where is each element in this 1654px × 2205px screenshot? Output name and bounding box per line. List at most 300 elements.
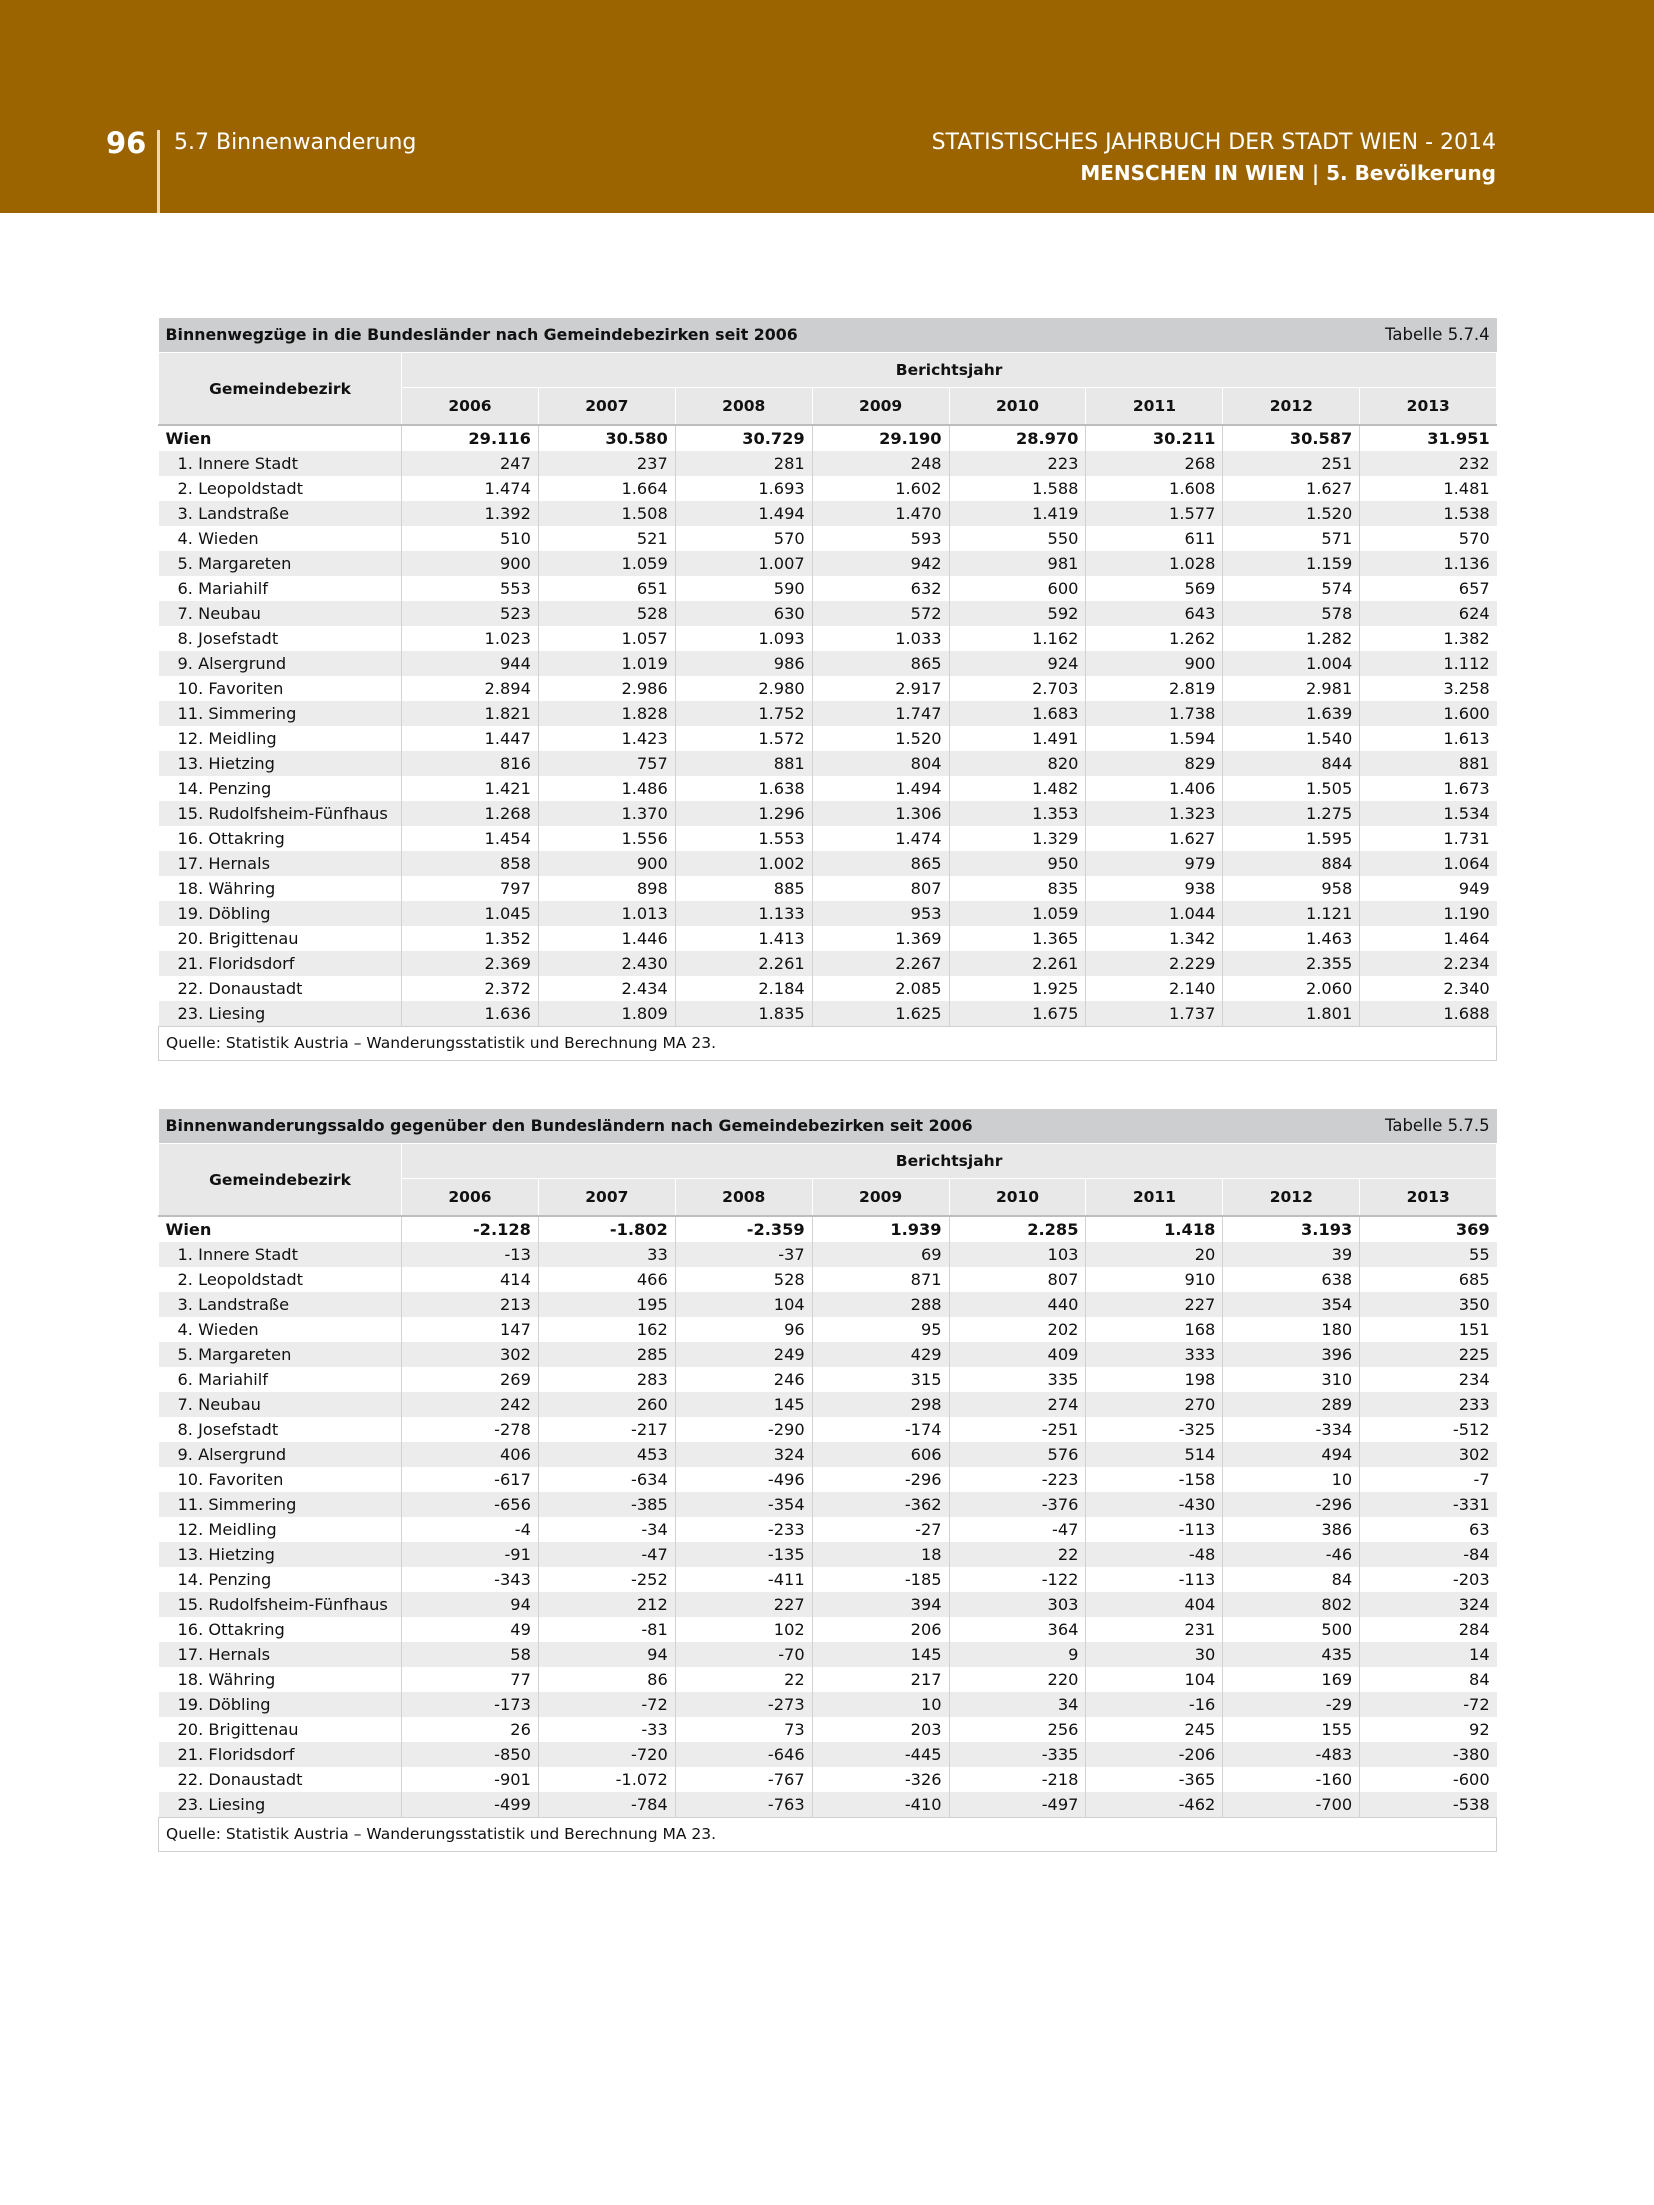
table-cell: -656	[402, 1492, 539, 1517]
column-header-year: 2009	[812, 1179, 949, 1217]
column-header-year: 2013	[1360, 1179, 1497, 1217]
table-cell: 281	[675, 451, 812, 476]
table-cell: -380	[1360, 1742, 1497, 1767]
table-cell: 953	[812, 901, 949, 926]
table-row	[159, 476, 1497, 501]
table-row	[159, 1617, 1497, 1642]
table-cell: -365	[1086, 1767, 1223, 1792]
table-cell: 104	[1086, 1667, 1223, 1692]
row-label: 5. Margareten	[159, 1342, 402, 1367]
table-cell: -784	[538, 1792, 675, 1818]
table-cell: -290	[675, 1417, 812, 1442]
table-cell: 1.093	[675, 626, 812, 651]
table-cell: -47	[949, 1517, 1086, 1542]
row-label: Wien	[159, 1216, 402, 1242]
table-cell: 1.112	[1360, 651, 1497, 676]
table-cell: -700	[1223, 1792, 1360, 1818]
table-cell: -81	[538, 1617, 675, 1642]
table-cell: 169	[1223, 1667, 1360, 1692]
table-cell: 435	[1223, 1642, 1360, 1667]
table-cell: 1.190	[1360, 901, 1497, 926]
column-header-year: 2012	[1223, 1179, 1360, 1217]
table-cell: -91	[402, 1542, 539, 1567]
table-cell: -296	[812, 1467, 949, 1492]
table-cell: 1.594	[1086, 726, 1223, 751]
table-cell: 409	[949, 1342, 1086, 1367]
table-row	[159, 726, 1497, 751]
table-cell: 949	[1360, 876, 1497, 901]
table-cell: 29.116	[402, 425, 539, 451]
table-cell: 898	[538, 876, 675, 901]
table-cell: 1.262	[1086, 626, 1223, 651]
column-header-district: Gemeindebezirk	[159, 353, 402, 426]
table-cell: 49	[402, 1617, 539, 1642]
table-cell: 22	[675, 1667, 812, 1692]
row-label: 19. Döbling	[159, 1692, 402, 1717]
table-cell: 289	[1223, 1392, 1360, 1417]
table-cell: 29.190	[812, 425, 949, 451]
table-cell: 1.738	[1086, 701, 1223, 726]
column-header-year: 2012	[1223, 388, 1360, 426]
table-row	[159, 1592, 1497, 1617]
row-label: 21. Floridsdorf	[159, 1742, 402, 1767]
table-cell: 31.951	[1360, 425, 1497, 451]
source-row	[159, 1818, 1497, 1852]
table-cell: 1.821	[402, 701, 539, 726]
table-cell: 2.340	[1360, 976, 1497, 1001]
table-row	[159, 526, 1497, 551]
table-cell: -252	[538, 1567, 675, 1592]
table-cell: 30.729	[675, 425, 812, 451]
table-cell: 606	[812, 1442, 949, 1467]
table-cell: 550	[949, 526, 1086, 551]
table-cell: 1.683	[949, 701, 1086, 726]
source-note: Quelle: Statistik Austria – Wanderungsstatistik und Berechnung MA 23.	[159, 1027, 1497, 1061]
table-title: Binnenwanderungssaldo gegenüber den Bundesländern nach Gemeindebezirken seit 2006	[159, 1109, 1223, 1144]
table-header-row	[159, 353, 1497, 388]
column-header-year: 2011	[1086, 388, 1223, 426]
table-cell: 1.595	[1223, 826, 1360, 851]
table-row	[159, 1567, 1497, 1592]
table-cell: 232	[1360, 451, 1497, 476]
table-cell: 1.534	[1360, 801, 1497, 826]
table-cell: 881	[1360, 751, 1497, 776]
table-cell: 20	[1086, 1242, 1223, 1267]
table-cell: 638	[1223, 1267, 1360, 1292]
table-cell: 256	[949, 1717, 1086, 1742]
table-cell: -763	[675, 1792, 812, 1818]
table-cell: 950	[949, 851, 1086, 876]
table-cell: 84	[1360, 1667, 1497, 1692]
table-cell: 981	[949, 551, 1086, 576]
table-cell: 576	[949, 1442, 1086, 1467]
table-cell: -27	[812, 1517, 949, 1542]
table-cell: 1.737	[1086, 1001, 1223, 1027]
table-cell: 298	[812, 1392, 949, 1417]
row-label: 7. Neubau	[159, 601, 402, 626]
table-row	[159, 851, 1497, 876]
table-cell: 1.447	[402, 726, 539, 751]
row-label: 4. Wieden	[159, 1317, 402, 1342]
table-cell: -385	[538, 1492, 675, 1517]
table-cell: 2.372	[402, 976, 539, 1001]
table-cell: 807	[949, 1267, 1086, 1292]
row-label: 13. Hietzing	[159, 1542, 402, 1567]
table-cell: 523	[402, 601, 539, 626]
row-label: 1. Innere Stadt	[159, 451, 402, 476]
table-cell: 865	[812, 851, 949, 876]
table-row	[159, 776, 1497, 801]
table-cell: 22	[949, 1542, 1086, 1567]
table-cell: 2.369	[402, 951, 539, 976]
table-cell: 600	[949, 576, 1086, 601]
table-cell: -497	[949, 1792, 1086, 1818]
table-cell: 315	[812, 1367, 949, 1392]
table-cell: 237	[538, 451, 675, 476]
table-cell: 986	[675, 651, 812, 676]
header-divider	[157, 130, 160, 213]
table-cell: 104	[675, 1292, 812, 1317]
table-cell: 593	[812, 526, 949, 551]
table-cell: 58	[402, 1642, 539, 1667]
data-table	[158, 318, 1497, 1061]
row-label: 13. Hietzing	[159, 751, 402, 776]
table-cell: 212	[538, 1592, 675, 1617]
table-cell: 1.809	[538, 1001, 675, 1027]
table-cell: 2.917	[812, 676, 949, 701]
table-cell: -174	[812, 1417, 949, 1442]
table-cell: 979	[1086, 851, 1223, 876]
table-row	[159, 1216, 1497, 1242]
table-cell: -13	[402, 1242, 539, 1267]
table-cell: 942	[812, 551, 949, 576]
table-cell: 242	[402, 1392, 539, 1417]
table-cell: 1.602	[812, 476, 949, 501]
row-label: 15. Rudolfsheim-Fünfhaus	[159, 1592, 402, 1617]
table-cell: 30.587	[1223, 425, 1360, 451]
row-label: 3. Landstraße	[159, 1292, 402, 1317]
table-cell: 844	[1223, 751, 1360, 776]
table-cell: 2.894	[402, 676, 539, 701]
table-cell: -343	[402, 1567, 539, 1592]
table-cell: 657	[1360, 576, 1497, 601]
table-cell: 28.970	[949, 425, 1086, 451]
table-row	[159, 1667, 1497, 1692]
table-cell: 884	[1223, 851, 1360, 876]
table-cell: -600	[1360, 1767, 1497, 1792]
table-cell: -2.128	[402, 1216, 539, 1242]
table-cell: 95	[812, 1317, 949, 1342]
table-cell: -251	[949, 1417, 1086, 1442]
table-cell: 55	[1360, 1242, 1497, 1267]
row-label: 10. Favoriten	[159, 1467, 402, 1492]
table-cell: 1.059	[538, 551, 675, 576]
table-cell: 2.184	[675, 976, 812, 1001]
table-cell: 1.446	[538, 926, 675, 951]
table-cell: 96	[675, 1317, 812, 1342]
table-cell: 203	[812, 1717, 949, 1742]
table-cell: 77	[402, 1667, 539, 1692]
section-title: 5.7 Binnenwanderung	[174, 130, 417, 155]
table-cell: 1.044	[1086, 901, 1223, 926]
table-cell: -767	[675, 1767, 812, 1792]
table-cell: 1.486	[538, 776, 675, 801]
row-label: 21. Floridsdorf	[159, 951, 402, 976]
table-header-row	[159, 1144, 1497, 1179]
row-label: 3. Landstraße	[159, 501, 402, 526]
table-cell: 231	[1086, 1617, 1223, 1642]
table-cell: -113	[1086, 1517, 1223, 1542]
table-cell: -646	[675, 1742, 812, 1767]
table-cell: 571	[1223, 526, 1360, 551]
row-label: 20. Brigittenau	[159, 926, 402, 951]
table-row	[159, 1342, 1497, 1367]
table-cell: -334	[1223, 1417, 1360, 1442]
table-cell: -47	[538, 1542, 675, 1567]
table-row	[159, 1442, 1497, 1467]
table-cell: 274	[949, 1392, 1086, 1417]
table-cell: 1.007	[675, 551, 812, 576]
table-cell: -634	[538, 1467, 675, 1492]
table-cell: -233	[675, 1517, 812, 1542]
table-cell: -70	[675, 1642, 812, 1667]
table-cell: 1.370	[538, 801, 675, 826]
table-cell: 1.352	[402, 926, 539, 951]
table-row	[159, 1292, 1497, 1317]
table-cell: -278	[402, 1417, 539, 1442]
table-cell: -72	[538, 1692, 675, 1717]
table-cell: 270	[1086, 1392, 1223, 1417]
row-label: 22. Donaustadt	[159, 1767, 402, 1792]
table-cell: 1.282	[1223, 626, 1360, 651]
column-header-year: 2009	[812, 388, 949, 426]
table-cell: 386	[1223, 1517, 1360, 1542]
row-label: 18. Währing	[159, 1667, 402, 1692]
table-cell: 624	[1360, 601, 1497, 626]
table-cell: 865	[812, 651, 949, 676]
table-5-7-4	[158, 318, 1496, 1061]
table-row	[159, 1792, 1497, 1818]
table-row	[159, 976, 1497, 1001]
table-cell: 103	[949, 1242, 1086, 1267]
table-cell: 9	[949, 1642, 1086, 1667]
table-row	[159, 801, 1497, 826]
table-cell: -158	[1086, 1467, 1223, 1492]
table-cell: 835	[949, 876, 1086, 901]
table-cell: 1.306	[812, 801, 949, 826]
table-cell: 198	[1086, 1367, 1223, 1392]
table-row	[159, 701, 1497, 726]
table-cell: -273	[675, 1692, 812, 1717]
table-row	[159, 951, 1497, 976]
table-cell: -376	[949, 1492, 1086, 1517]
table-cell: 1.627	[1223, 476, 1360, 501]
table-cell: 394	[812, 1592, 949, 1617]
table-cell: -206	[1086, 1742, 1223, 1767]
table-cell: 10	[812, 1692, 949, 1717]
table-cell: 924	[949, 651, 1086, 676]
table-cell: 34	[949, 1692, 1086, 1717]
table-number: Tabelle 5.7.4	[1223, 318, 1497, 353]
table-cell: 1.835	[675, 1001, 812, 1027]
table-cell: -410	[812, 1792, 949, 1818]
table-cell: 247	[402, 451, 539, 476]
table-cell: 1.419	[949, 501, 1086, 526]
table-cell: 1.019	[538, 651, 675, 676]
row-label: 8. Josefstadt	[159, 1417, 402, 1442]
table-cell: -335	[949, 1742, 1086, 1767]
table-cell: 30	[1086, 1642, 1223, 1667]
table-cell: 1.482	[949, 776, 1086, 801]
table-cell: 440	[949, 1292, 1086, 1317]
row-label: 4. Wieden	[159, 526, 402, 551]
table-cell: 217	[812, 1667, 949, 1692]
table-cell: 757	[538, 751, 675, 776]
table-cell: 630	[675, 601, 812, 626]
row-label: 7. Neubau	[159, 1392, 402, 1417]
table-row	[159, 1767, 1497, 1792]
column-header-year: 2008	[675, 1179, 812, 1217]
table-cell: -34	[538, 1517, 675, 1542]
table-cell: 1.693	[675, 476, 812, 501]
column-header-year: 2010	[949, 388, 1086, 426]
table-cell: 249	[675, 1342, 812, 1367]
table-cell: -483	[1223, 1742, 1360, 1767]
table-cell: 1.553	[675, 826, 812, 851]
table-cell: 590	[675, 576, 812, 601]
row-label: 19. Döbling	[159, 901, 402, 926]
table-row	[159, 576, 1497, 601]
table-cell: 246	[675, 1367, 812, 1392]
source-row	[159, 1027, 1497, 1061]
table-cell: 429	[812, 1342, 949, 1367]
table-cell: 572	[812, 601, 949, 626]
table-cell: 213	[402, 1292, 539, 1317]
table-cell: 30.211	[1086, 425, 1223, 451]
table-cell: -538	[1360, 1792, 1497, 1818]
table-cell: 1.752	[675, 701, 812, 726]
table-row	[159, 1542, 1497, 1567]
table-cell: -1.802	[538, 1216, 675, 1242]
table-cell: 227	[1086, 1292, 1223, 1317]
table-5-7-5	[158, 1109, 1496, 1852]
table-cell: 494	[1223, 1442, 1360, 1467]
row-label: Wien	[159, 425, 402, 451]
row-label: 15. Rudolfsheim-Fünfhaus	[159, 801, 402, 826]
table-cell: 1.664	[538, 476, 675, 501]
column-group-header: Berichtsjahr	[402, 353, 1497, 388]
table-cell: 1.454	[402, 826, 539, 851]
column-header-year: 2008	[675, 388, 812, 426]
table-cell: 1.418	[1086, 1216, 1223, 1242]
table-cell: 885	[675, 876, 812, 901]
table-cell: 223	[949, 451, 1086, 476]
table-cell: -218	[949, 1767, 1086, 1792]
column-header-district: Gemeindebezirk	[159, 1144, 402, 1217]
row-label: 16. Ottakring	[159, 1617, 402, 1642]
table-cell: 26	[402, 1717, 539, 1742]
table-cell: 33	[538, 1242, 675, 1267]
row-label: 14. Penzing	[159, 776, 402, 801]
table-cell: -411	[675, 1567, 812, 1592]
table-cell: 1.673	[1360, 776, 1497, 801]
table-cell: -7	[1360, 1467, 1497, 1492]
yearbook-title: STATISTISCHES JAHRBUCH DER STADT WIEN - 2014	[931, 130, 1496, 155]
table-cell: 1.688	[1360, 1001, 1497, 1027]
table-cell: 1.636	[402, 1001, 539, 1027]
table-cell: 63	[1360, 1517, 1497, 1542]
table-cell: 570	[675, 526, 812, 551]
table-cell: 1.828	[538, 701, 675, 726]
table-cell: 102	[675, 1617, 812, 1642]
table-cell: 2.986	[538, 676, 675, 701]
table-cell: 553	[402, 576, 539, 601]
table-cell: 1.474	[812, 826, 949, 851]
table-cell: 1.474	[402, 476, 539, 501]
table-cell: 1.133	[675, 901, 812, 926]
table-cell: 1.159	[1223, 551, 1360, 576]
table-row	[159, 1392, 1497, 1417]
table-cell: 220	[949, 1667, 1086, 1692]
table-cell: 1.540	[1223, 726, 1360, 751]
table-cell: -296	[1223, 1492, 1360, 1517]
table-cell: 288	[812, 1292, 949, 1317]
table-cell: 453	[538, 1442, 675, 1467]
table-cell: 1.413	[675, 926, 812, 951]
table-cell: 685	[1360, 1267, 1497, 1292]
table-cell: -326	[812, 1767, 949, 1792]
row-label: 11. Simmering	[159, 701, 402, 726]
table-cell: -4	[402, 1517, 539, 1542]
table-cell: 234	[1360, 1367, 1497, 1392]
table-cell: 1.939	[812, 1216, 949, 1242]
table-cell: 1.520	[812, 726, 949, 751]
table-cell: 1.464	[1360, 926, 1497, 951]
table-cell: -29	[1223, 1692, 1360, 1717]
table-cell: 162	[538, 1317, 675, 1342]
table-cell: -325	[1086, 1417, 1223, 1442]
table-cell: 1.329	[949, 826, 1086, 851]
table-cell: 268	[1086, 451, 1223, 476]
table-cell: 92	[1360, 1717, 1497, 1742]
table-cell: 1.392	[402, 501, 539, 526]
table-row	[159, 901, 1497, 926]
row-label: 2. Leopoldstadt	[159, 1267, 402, 1292]
table-cell: 1.162	[949, 626, 1086, 651]
table-cell: 206	[812, 1617, 949, 1642]
table-row	[159, 1517, 1497, 1542]
table-cell: -122	[949, 1567, 1086, 1592]
table-cell: 1.463	[1223, 926, 1360, 951]
table-cell: 2.819	[1086, 676, 1223, 701]
table-cell: -617	[402, 1467, 539, 1492]
table-cell: 406	[402, 1442, 539, 1467]
row-label: 12. Meidling	[159, 726, 402, 751]
table-cell: 1.505	[1223, 776, 1360, 801]
row-label: 2. Leopoldstadt	[159, 476, 402, 501]
table-cell: 1.572	[675, 726, 812, 751]
table-cell: 354	[1223, 1292, 1360, 1317]
table-cell: 900	[402, 551, 539, 576]
source-note: Quelle: Statistik Austria – Wanderungsstatistik und Berechnung MA 23.	[159, 1818, 1497, 1852]
table-cell: 1.342	[1086, 926, 1223, 951]
table-cell: 251	[1223, 451, 1360, 476]
table-cell: -499	[402, 1792, 539, 1818]
table-cell: 145	[812, 1642, 949, 1667]
table-row	[159, 1267, 1497, 1292]
table-cell: 302	[1360, 1442, 1497, 1467]
table-cell: 521	[538, 526, 675, 551]
